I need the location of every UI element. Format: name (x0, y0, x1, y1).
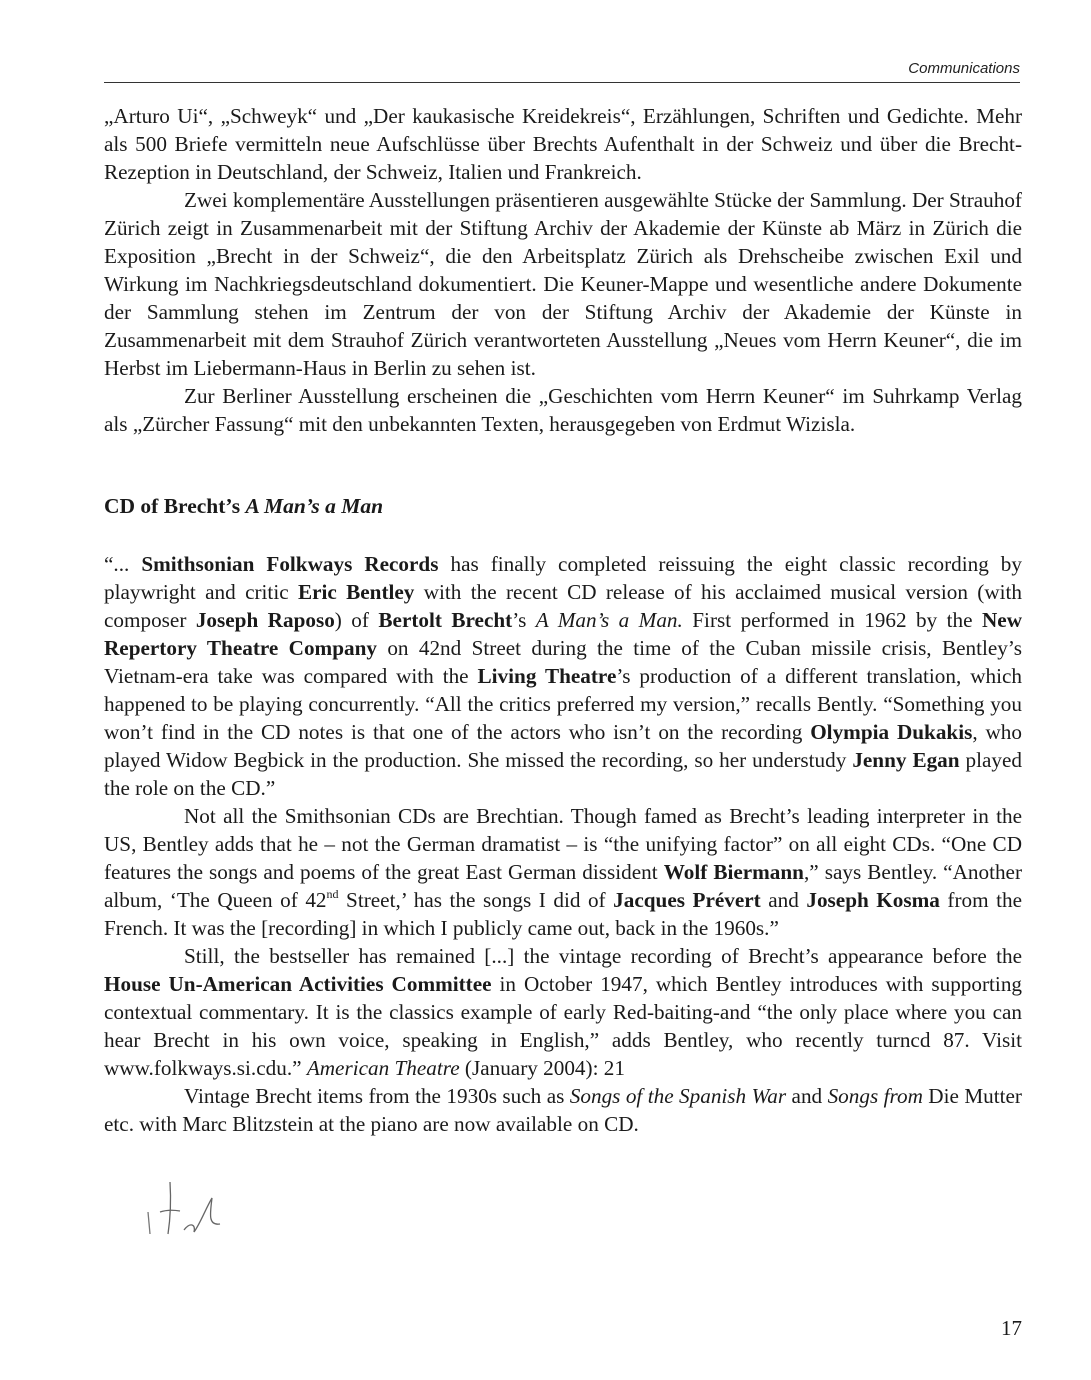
bold-name: Joseph Raposo (195, 608, 335, 632)
paragraph: Not all the Smithsonian CDs are Brechtian. Though famed as Brecht’s leading interpreter in the US, Bentley adds that he – not the German dramatist – is “the unifying factor” on all eight CDs. “One CD features the songs and poems of the great East German dissident Wolf Biermann,” says Bentley. “Another album, ‘The Queen of 42nd Street,’ has the songs I did of Jacques Prévert and Joseph Kosma from the French. It was the [recording] in which I publicly came out, back in the 1960s.” (104, 804, 1023, 940)
bold-name: Bertolt Brecht (378, 608, 513, 632)
bold-name: House Un-American Activities Committee (104, 972, 492, 996)
page-number: 17 (1001, 1316, 1022, 1340)
paragraph: „Arturo Ui“, „Schweyk“ und „Der kaukasische Kreidekreis“, Erzählungen, Schriften und Gedichte. Mehr als 500 Briefe vermitteln neue Aufschlüsse über Brechts Aufenthalt in der Schweiz und über die Brecht-Rezeption in Deutschland, der Schweiz, Italien und Frankreich. (104, 104, 1022, 184)
german-text-block (104, 102, 1022, 438)
bold-name: Olympia Dukakis (810, 720, 973, 744)
paragraph: Zur Berliner Ausstellung erscheinen die „Geschichten vom Herrn Keuner“ im Suhrkamp Verlag als „Zürcher Fassung“ mit den unbekannten Texten, herausgegeben von Erdmut Wizisla. (104, 384, 1022, 436)
bold-name: Smithsonian Folkways Records (141, 552, 439, 576)
bold-name: Wolf Biermann (663, 860, 804, 884)
italic-title: Songs from (827, 1084, 923, 1108)
header-rule (104, 82, 1020, 83)
superscript: nd (326, 887, 339, 901)
paragraph: “... Smithsonian Folkways Records has finally completed reissuing the eight classic recording by playwright and critic Eric Bentley with the recent CD release of his acclaimed musical version (with composer Joseph Raposo) of Bertolt Brecht’s A Man’s a Man. First performed in 1962 by the New Repertory Theatre Company on 42nd Street during the time of the Cuban missile crisis, Bentley’s Vietnam-era take was compared with the Living Theatre’s production of a different translation, which happened to be playing concurrently. “All the critics preferred my version,” recalls Bently. “Something you won’t find in the CD notes is that one of the actors who isn’t on the recording Olympia Dukakis, who played Widow Begbick in the production. She missed the recording, so her understudy Jenny Egan played the role on the CD.” (104, 552, 1023, 800)
italic-title: Songs of the Spanish War (569, 1084, 787, 1108)
bold-name: Living Theatre (477, 664, 617, 688)
bold-name: Jacques Prévert (613, 888, 761, 912)
paragraph: Still, the bestseller has remained [...] the vintage recording of Brecht’s appearance before the House Un-American Activities Committee in October 1947, which Bentley introduces with supporting contextual commentary. It is the classics example of early Red-baiting-and “the only place where you can hear Brecht in his own voice, speaking in English,” adds Bentley, who recently turncd 87. Visit www.folkways.si.cdu.” American Theatre (January 2004): 21 (104, 944, 1023, 1080)
handwritten-mark (140, 1168, 230, 1240)
heading-prefix: CD of Brecht’s (104, 494, 246, 518)
bold-name: Eric Bentley (297, 580, 415, 604)
bold-name: Joseph Kosma (806, 888, 940, 912)
running-head: Communications (908, 60, 1020, 77)
paragraph: Vintage Brecht items from the 1930s such as Songs of the Spanish War and Songs from Die Mutter etc. with Marc Blitzstein at the piano are now available on CD. (104, 1084, 1022, 1136)
paragraph: Zwei komplementäre Ausstellungen präsentieren ausgewählte Stücke der Sammlung. Der Strauhof Zürich zeigt in Zusammenarbeit mit der Stiftung Archiv der Akademie der Künste ab März in Zürich die Exposition „Brecht in der Schweiz“, die den Arbeitsplatz Zürich als Drehscheibe zwischen Exil und Wirkung im Nachkriegsdeutschland dokumentiert. Die Keuner-Mappe und wesentliche andere Dokumente der Sammlung stehen im Zentrum der von der Stiftung Archiv der Akademie der Künste in Zusammenarbeit mit dem Strauhof Zürich verantworteten Ausstellung „Neues vom Herrn Keuner“, die im Herbst im Liebermann-Haus in Berlin zu sehen ist. (104, 188, 1022, 380)
italic-title: A Man’s a Man. (535, 608, 683, 632)
bold-name: New Repertory Theatre Company (104, 608, 1022, 660)
section-heading (104, 494, 383, 519)
heading-title: A Man’s a Man (245, 494, 384, 518)
article-text-block (104, 550, 1022, 1138)
bold-name: Jenny Egan (852, 748, 960, 772)
italic-title: American Theatre (306, 1056, 460, 1080)
